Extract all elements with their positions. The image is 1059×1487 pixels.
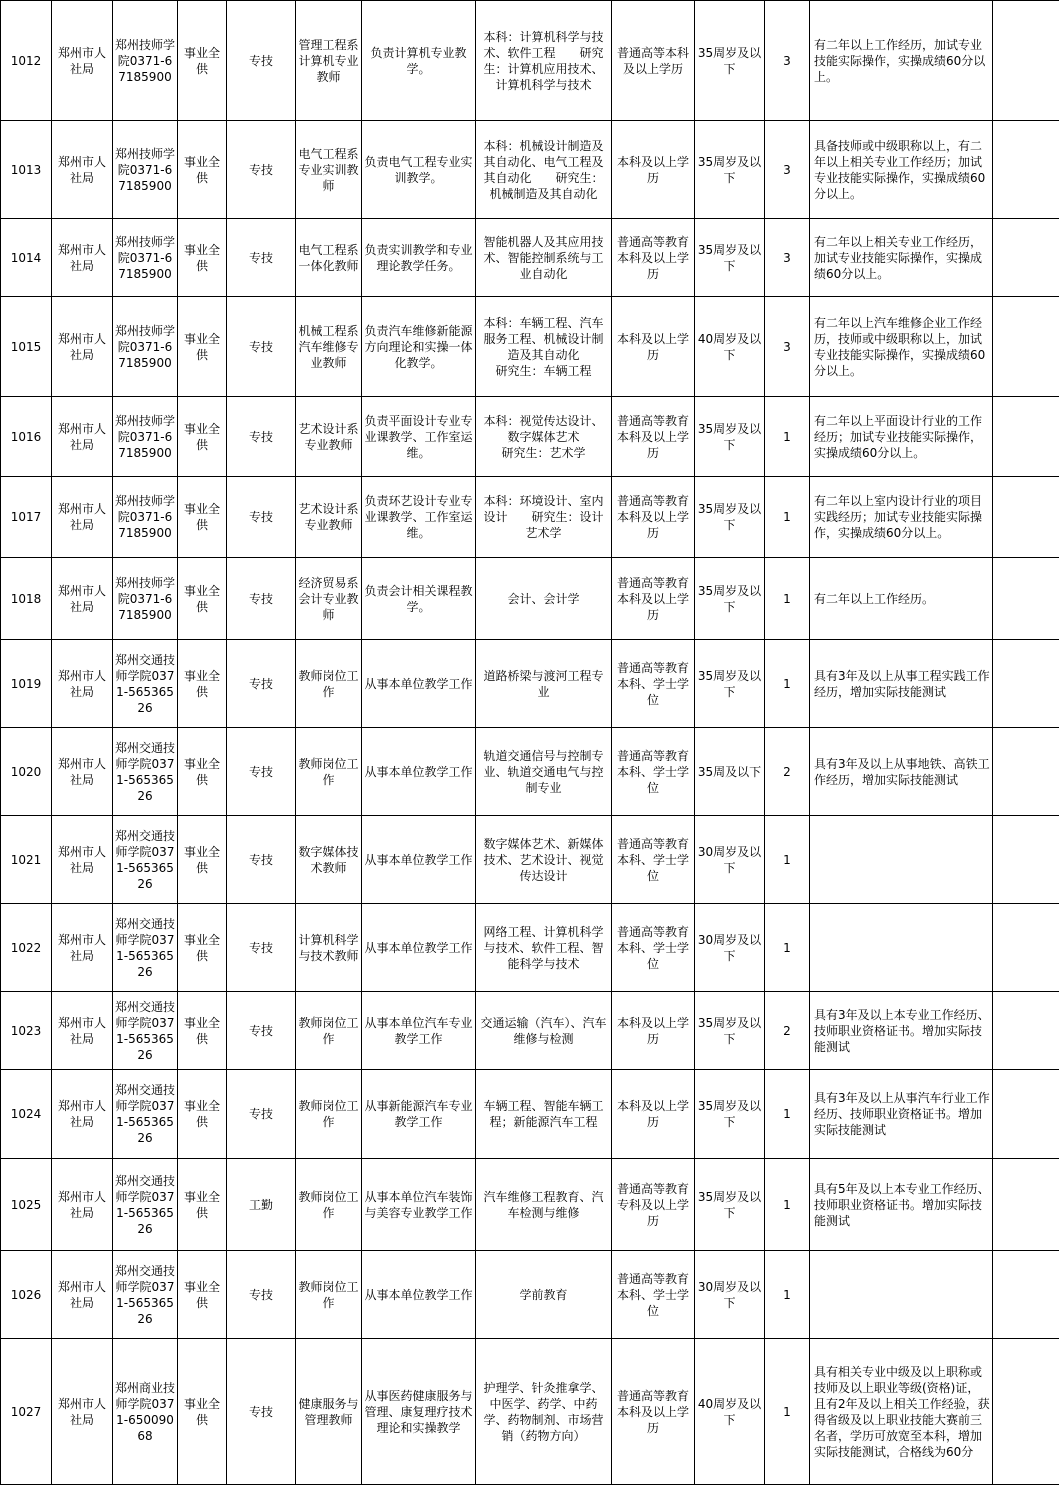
education-cell: 普通高等教育专科及以上学历 [612, 1159, 695, 1251]
table-row [1, 816, 1059, 904]
department-cell: 郑州市人社局 [52, 1251, 113, 1339]
department-cell: 郑州市人社局 [52, 640, 113, 728]
hire-count-cell: 1 [765, 640, 810, 728]
unit-contact-cell: 郑州交通技师学院0371-56536526 [113, 1159, 178, 1251]
remarks-cell [993, 1251, 1059, 1339]
funding-type-cell: 事业全供 [178, 1070, 227, 1159]
post-type-cell: 专技 [227, 1, 296, 121]
post-type-cell: 专技 [227, 297, 296, 397]
unit-contact-cell: 郑州技师学院0371-67185900 [113, 219, 178, 297]
funding-type-cell: 事业全供 [178, 121, 227, 219]
post-name-cell: 教师岗位工作 [296, 1251, 362, 1339]
post-type-cell: 专技 [227, 904, 296, 992]
duty-cell: 从事本单位教学工作 [362, 640, 476, 728]
hire-count-cell: 1 [765, 477, 810, 558]
job-code-cell: 1024 [1, 1070, 52, 1159]
duty-cell: 负责平面设计专业专业课教学、工作室运维。 [362, 397, 476, 477]
unit-contact-cell: 郑州技师学院0371-67185900 [113, 397, 178, 477]
job-code-cell: 1021 [1, 816, 52, 904]
post-name-cell: 教师岗位工作 [296, 640, 362, 728]
unit-contact-cell: 郑州交通技师学院0371-56536526 [113, 992, 178, 1070]
duty-cell: 从事医药健康服务与管理、康复理疗技术理论和实操教学 [362, 1339, 476, 1485]
major-cell: 车辆工程、智能车辆工程；新能源汽车工程 [476, 1070, 612, 1159]
major-cell: 学前教育 [476, 1251, 612, 1339]
hire-count-cell: 1 [765, 1159, 810, 1251]
education-cell: 普通高等本科及以上学历 [612, 1, 695, 121]
job-code-cell: 1020 [1, 728, 52, 816]
remarks-cell [993, 904, 1059, 992]
table-row [1, 1, 1059, 121]
other-requirements-cell [810, 816, 993, 904]
duty-cell: 从事本单位教学工作 [362, 904, 476, 992]
unit-contact-cell: 郑州技师学院0371-67185900 [113, 477, 178, 558]
major-cell: 智能机器人及其应用技术、智能控制系统与工业自动化 [476, 219, 612, 297]
major-cell: 交通运输（汽车）、汽车维修与检测 [476, 992, 612, 1070]
age-cell: 35周岁及以下 [695, 992, 765, 1070]
duty-cell: 从事本单位汽车装饰与美容专业教学工作 [362, 1159, 476, 1251]
age-cell: 35周岁及以下 [695, 121, 765, 219]
major-cell: 本科：视觉传达设计、数字媒体艺术 研究生：艺术学 [476, 397, 612, 477]
education-cell: 本科及以上学历 [612, 992, 695, 1070]
education-cell: 普通高等教育本科、学士学位 [612, 904, 695, 992]
post-type-cell: 专技 [227, 121, 296, 219]
post-name-cell: 经济贸易系会计专业教师 [296, 558, 362, 640]
major-cell: 护理学、针灸推拿学、中医学、药学、中药学、药物制剂、市场营销（药物方向） [476, 1339, 612, 1485]
department-cell: 郑州市人社局 [52, 219, 113, 297]
funding-type-cell: 事业全供 [178, 904, 227, 992]
hire-count-cell: 2 [765, 992, 810, 1070]
department-cell: 郑州市人社局 [52, 992, 113, 1070]
job-code-cell: 1026 [1, 1251, 52, 1339]
post-name-cell: 计算机科学与技术教师 [296, 904, 362, 992]
unit-contact-cell: 郑州交通技师学院0371-56536526 [113, 816, 178, 904]
department-cell: 郑州市人社局 [52, 1159, 113, 1251]
remarks-cell [993, 297, 1059, 397]
duty-cell: 负责汽车维修新能源方向理论和实操一体化教学。 [362, 297, 476, 397]
duty-cell: 负责电气工程专业实训教学。 [362, 121, 476, 219]
duty-cell: 从事本单位教学工作 [362, 1251, 476, 1339]
other-requirements-cell [810, 1251, 993, 1339]
education-cell: 普通高等教育本科、学士学位 [612, 1251, 695, 1339]
age-cell: 35周岁及以下 [695, 219, 765, 297]
education-cell: 本科及以上学历 [612, 297, 695, 397]
department-cell: 郑州市人社局 [52, 1, 113, 121]
table-row [1, 640, 1059, 728]
funding-type-cell: 事业全供 [178, 640, 227, 728]
age-cell: 40周岁及以下 [695, 297, 765, 397]
funding-type-cell: 事业全供 [178, 477, 227, 558]
major-cell: 数字媒体艺术、新媒体技术、艺术设计、视觉传达设计 [476, 816, 612, 904]
remarks-cell [993, 397, 1059, 477]
unit-contact-cell: 郑州技师学院0371-67185900 [113, 558, 178, 640]
department-cell: 郑州市人社局 [52, 816, 113, 904]
funding-type-cell: 事业全供 [178, 992, 227, 1070]
other-requirements-cell: 有二年以上平面设计行业的工作经历；加试专业技能实际操作，实操成绩60分以上。 [810, 397, 993, 477]
table-row [1, 728, 1059, 816]
hire-count-cell: 1 [765, 904, 810, 992]
hire-count-cell: 3 [765, 219, 810, 297]
funding-type-cell: 事业全供 [178, 297, 227, 397]
department-cell: 郑州市人社局 [52, 904, 113, 992]
job-code-cell: 1023 [1, 992, 52, 1070]
post-type-cell: 专技 [227, 558, 296, 640]
job-code-cell: 1012 [1, 1, 52, 121]
age-cell: 35周岁及以下 [695, 1070, 765, 1159]
other-requirements-cell: 具备技师或中级职称以上，有二年以上相关专业工作经历；加试专业技能实际操作，实操成绩60分以上。 [810, 121, 993, 219]
unit-contact-cell: 郑州技师学院0371-67185900 [113, 297, 178, 397]
post-name-cell: 教师岗位工作 [296, 1070, 362, 1159]
education-cell: 普通高等教育本科、学士学位 [612, 728, 695, 816]
other-requirements-cell: 有二年以上工作经历。 [810, 558, 993, 640]
post-type-cell: 专技 [227, 397, 296, 477]
post-type-cell: 工勤 [227, 1159, 296, 1251]
table-row [1, 477, 1059, 558]
hire-count-cell: 2 [765, 728, 810, 816]
hire-count-cell: 3 [765, 297, 810, 397]
table-row [1, 121, 1059, 219]
remarks-cell [993, 1070, 1059, 1159]
post-name-cell: 教师岗位工作 [296, 1159, 362, 1251]
duty-cell: 从事新能源汽车专业教学工作 [362, 1070, 476, 1159]
unit-contact-cell: 郑州交通技师学院0371-56536526 [113, 728, 178, 816]
table-row [1, 992, 1059, 1070]
hire-count-cell: 1 [765, 816, 810, 904]
job-code-cell: 1018 [1, 558, 52, 640]
funding-type-cell: 事业全供 [178, 1251, 227, 1339]
other-requirements-cell: 具有3年及以上本专业工作经历、技师职业资格证书。增加实际技能测试 [810, 992, 993, 1070]
duty-cell: 负责会计相关课程教学。 [362, 558, 476, 640]
remarks-cell [993, 1159, 1059, 1251]
remarks-cell [993, 219, 1059, 297]
table-row [1, 558, 1059, 640]
education-cell: 普通高等教育本科及以上学历 [612, 1339, 695, 1485]
post-type-cell: 专技 [227, 640, 296, 728]
post-name-cell: 数字媒体技术教师 [296, 816, 362, 904]
department-cell: 郑州市人社局 [52, 1070, 113, 1159]
post-name-cell: 机械工程系汽车维修专业教师 [296, 297, 362, 397]
department-cell: 郑州市人社局 [52, 1339, 113, 1485]
age-cell: 35周岁及以下 [695, 558, 765, 640]
hire-count-cell: 1 [765, 1251, 810, 1339]
unit-contact-cell: 郑州技师学院0371-67185900 [113, 1, 178, 121]
department-cell: 郑州市人社局 [52, 297, 113, 397]
major-cell: 本科：机械设计制造及其自动化、电气工程及其自动化 研究生：机械制造及其自动化 [476, 121, 612, 219]
job-code-cell: 1025 [1, 1159, 52, 1251]
funding-type-cell: 事业全供 [178, 816, 227, 904]
other-requirements-cell: 具有3年及以上从事地铁、高铁工作经历，增加实际技能测试 [810, 728, 993, 816]
major-cell: 本科：环境设计、室内设计 研究生：设计艺术学 [476, 477, 612, 558]
job-code-cell: 1013 [1, 121, 52, 219]
department-cell: 郑州市人社局 [52, 728, 113, 816]
other-requirements-cell: 有二年以上汽车维修企业工作经历，技师或中级职称以上，加试专业技能实际操作，实操成绩60分以上。 [810, 297, 993, 397]
funding-type-cell: 事业全供 [178, 728, 227, 816]
post-name-cell: 管理工程系计算机专业教师 [296, 1, 362, 121]
post-type-cell: 专技 [227, 728, 296, 816]
department-cell: 郑州市人社局 [52, 477, 113, 558]
funding-type-cell: 事业全供 [178, 1, 227, 121]
hire-count-cell: 3 [765, 121, 810, 219]
remarks-cell [993, 728, 1059, 816]
age-cell: 35周及以下 [695, 728, 765, 816]
remarks-cell [993, 640, 1059, 728]
unit-contact-cell: 郑州交通技师学院0371-56536526 [113, 904, 178, 992]
unit-contact-cell: 郑州技师学院0371-67185900 [113, 121, 178, 219]
job-code-cell: 1017 [1, 477, 52, 558]
other-requirements-cell [810, 904, 993, 992]
post-name-cell: 健康服务与管理教师 [296, 1339, 362, 1485]
table-row [1, 1070, 1059, 1159]
other-requirements-cell: 具有5年及以上本专业工作经历、技师职业资格证书。增加实际技能测试 [810, 1159, 993, 1251]
other-requirements-cell: 具有3年及以上从事工程实践工作经历，增加实际技能测试 [810, 640, 993, 728]
job-code-cell: 1015 [1, 297, 52, 397]
table-row [1, 219, 1059, 297]
post-type-cell: 专技 [227, 992, 296, 1070]
education-cell: 普通高等教育本科、学士学位 [612, 640, 695, 728]
age-cell: 30周岁及以下 [695, 816, 765, 904]
major-cell: 本科：车辆工程、汽车服务工程、机械设计制造及其自动化 研究生：车辆工程 [476, 297, 612, 397]
post-type-cell: 专技 [227, 1251, 296, 1339]
major-cell: 轨道交通信号与控制专业、轨道交通电气与控制专业 [476, 728, 612, 816]
duty-cell: 从事本单位教学工作 [362, 816, 476, 904]
other-requirements-cell: 有二年以上室内设计行业的项目实践经历；加试专业技能实际操作，实操成绩60分以上。 [810, 477, 993, 558]
age-cell: 35周岁及以下 [695, 640, 765, 728]
remarks-cell [993, 558, 1059, 640]
education-cell: 普通高等教育本科及以上学历 [612, 558, 695, 640]
funding-type-cell: 事业全供 [178, 558, 227, 640]
duty-cell: 负责环艺设计专业专业课教学、工作室运维。 [362, 477, 476, 558]
education-cell: 本科及以上学历 [612, 1070, 695, 1159]
major-cell: 网络工程、计算机科学与技术、软件工程、智能科学与技术 [476, 904, 612, 992]
duty-cell: 负责实训教学和专业理论教学任务。 [362, 219, 476, 297]
major-cell: 会计、会计学 [476, 558, 612, 640]
job-code-cell: 1016 [1, 397, 52, 477]
post-type-cell: 专技 [227, 1339, 296, 1485]
duty-cell: 从事本单位教学工作 [362, 728, 476, 816]
education-cell: 普通高等教育本科及以上学历 [612, 477, 695, 558]
table-row [1, 1339, 1059, 1485]
post-name-cell: 教师岗位工作 [296, 992, 362, 1070]
post-name-cell: 艺术设计系专业教师 [296, 397, 362, 477]
post-type-cell: 专技 [227, 1070, 296, 1159]
post-name-cell: 电气工程系专业实训教师 [296, 121, 362, 219]
other-requirements-cell: 具有3年及以上从事汽车行业工作经历、技师职业资格证书。增加实际技能测试 [810, 1070, 993, 1159]
duty-cell: 从事本单位汽车专业教学工作 [362, 992, 476, 1070]
duty-cell: 负责计算机专业教学。 [362, 1, 476, 121]
post-type-cell: 专技 [227, 219, 296, 297]
table-row [1, 904, 1059, 992]
table-row [1, 297, 1059, 397]
job-code-cell: 1027 [1, 1339, 52, 1485]
department-cell: 郑州市人社局 [52, 121, 113, 219]
funding-type-cell: 事业全供 [178, 1159, 227, 1251]
other-requirements-cell: 具有相关专业中级及以上职称或技师及以上职业等级(资格)证，且有2年及以上相关工作经验，获得省级及以上职业技能大赛前三名者，学历可放宽至本科，增加实际技能测试，合格线为60分 [810, 1339, 993, 1485]
remarks-cell [993, 1, 1059, 121]
major-cell: 本科：计算机科学与技术、软件工程 研究生：计算机应用技术、计算机科学与技术 [476, 1, 612, 121]
age-cell: 35周岁及以下 [695, 477, 765, 558]
post-name-cell: 艺术设计系专业教师 [296, 477, 362, 558]
education-cell: 本科及以上学历 [612, 121, 695, 219]
job-code-cell: 1014 [1, 219, 52, 297]
major-cell: 汽车维修工程教育、汽车检测与维修 [476, 1159, 612, 1251]
major-cell: 道路桥梁与渡河工程专业 [476, 640, 612, 728]
department-cell: 郑州市人社局 [52, 558, 113, 640]
post-name-cell: 电气工程系一体化教师 [296, 219, 362, 297]
age-cell: 35周岁及以下 [695, 1, 765, 121]
hire-count-cell: 1 [765, 1070, 810, 1159]
table-row [1, 397, 1059, 477]
table-body [1, 1, 1059, 1485]
hire-count-cell: 3 [765, 1, 810, 121]
post-type-cell: 专技 [227, 816, 296, 904]
remarks-cell [993, 477, 1059, 558]
other-requirements-cell: 有二年以上工作经历，加试专业技能实际操作，实操成绩60分以上。 [810, 1, 993, 121]
post-name-cell: 教师岗位工作 [296, 728, 362, 816]
age-cell: 35周岁及以下 [695, 397, 765, 477]
age-cell: 40周岁及以下 [695, 1339, 765, 1485]
table-row [1, 1251, 1059, 1339]
other-requirements-cell: 有二年以上相关专业工作经历，加试专业技能实际操作，实操成绩60分以上。 [810, 219, 993, 297]
age-cell: 30周岁及以下 [695, 904, 765, 992]
department-cell: 郑州市人社局 [52, 397, 113, 477]
unit-contact-cell: 郑州商业技师学院0371-65009068 [113, 1339, 178, 1485]
table-row [1, 1159, 1059, 1251]
age-cell: 35周岁及以下 [695, 1159, 765, 1251]
unit-contact-cell: 郑州交通技师学院0371-56536526 [113, 1251, 178, 1339]
education-cell: 普通高等教育本科、学士学位 [612, 816, 695, 904]
education-cell: 普通高等教育本科及以上学历 [612, 397, 695, 477]
remarks-cell [993, 992, 1059, 1070]
hire-count-cell: 1 [765, 558, 810, 640]
education-cell: 普通高等教育本科及以上学历 [612, 219, 695, 297]
hire-count-cell: 1 [765, 397, 810, 477]
hire-count-cell: 1 [765, 1339, 810, 1485]
funding-type-cell: 事业全供 [178, 397, 227, 477]
job-code-cell: 1019 [1, 640, 52, 728]
remarks-cell [993, 121, 1059, 219]
age-cell: 30周岁及以下 [695, 1251, 765, 1339]
remarks-cell [993, 1339, 1059, 1485]
funding-type-cell: 事业全供 [178, 219, 227, 297]
funding-type-cell: 事业全供 [178, 1339, 227, 1485]
unit-contact-cell: 郑州交通技师学院0371-56536526 [113, 1070, 178, 1159]
post-type-cell: 专技 [227, 477, 296, 558]
remarks-cell [993, 816, 1059, 904]
job-code-cell: 1022 [1, 904, 52, 992]
unit-contact-cell: 郑州交通技师学院0371-56536526 [113, 640, 178, 728]
